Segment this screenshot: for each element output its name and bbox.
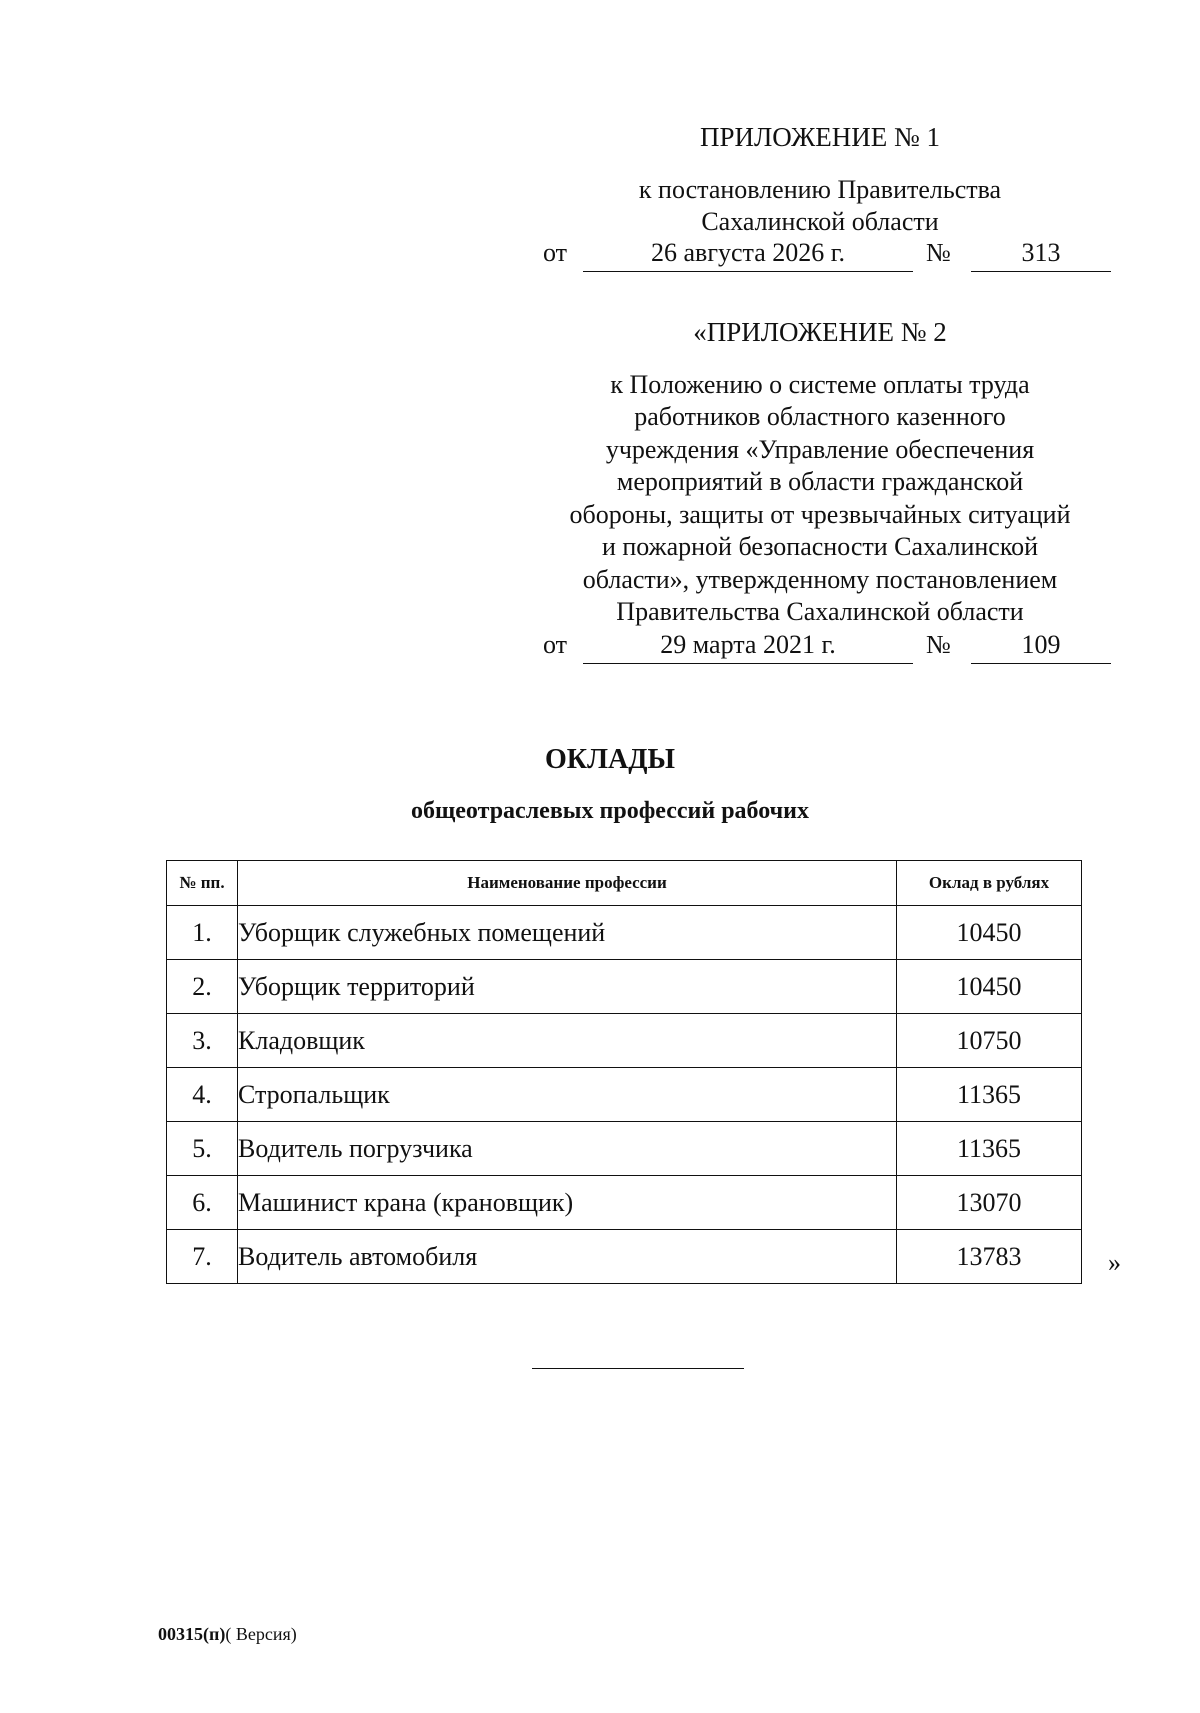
appendix1-date-underline [583,271,913,272]
appendix2-title: «ПРИЛОЖЕНИЕ № 2 [693,317,947,347]
row-profession: Машинист крана (крановщик) [238,1176,897,1230]
salary-table [166,860,1082,1284]
appendix2-number: 109 [1021,630,1061,659]
table-row [167,1068,1082,1122]
footer-document-code [158,1624,297,1645]
row-salary: 11365 [897,1122,1082,1176]
appendix1-line1: к постановлению Правительства [638,175,1002,204]
appendix1-title: ПРИЛОЖЕНИЕ № 1 [699,122,941,152]
appendix2-line: обороны, защиты от чрезвычайных ситуаций [569,499,1071,529]
footer-version: ( Версия) [225,1624,297,1644]
row-number: 2. [167,960,238,1014]
appendix2-number-underline [971,663,1111,664]
appendix1-line2: Сахалинской области [701,207,939,236]
row-number: 1. [167,906,238,960]
row-salary: 10450 [897,960,1082,1014]
row-salary: 13783 [897,1230,1082,1284]
table-row [167,1176,1082,1230]
table-header-row [167,861,1082,906]
row-profession: Уборщик служебных помещений [238,906,897,960]
appendix2-date: 29 марта 2021 г. [660,630,836,659]
row-salary: 10750 [897,1014,1082,1068]
appendix1-date-row [543,238,1113,272]
row-number: 4. [167,1068,238,1122]
table-row [167,1122,1082,1176]
row-number: 6. [167,1176,238,1230]
table-row [167,1014,1082,1068]
header-salary: Оклад в рублях [897,861,1082,906]
row-salary: 11365 [897,1068,1082,1122]
row-salary: 13070 [897,1176,1082,1230]
appendix2-block [540,316,1100,629]
appendix2-line: мероприятий в области гражданской [616,467,1024,496]
table-row [167,1230,1082,1284]
row-profession: Кладовщик [238,1014,897,1068]
appendix1-from-label: от [543,238,568,267]
appendix2-from-label: от [543,630,568,659]
row-number: 3. [167,1014,238,1068]
appendix1-date: 26 августа 2026 г. [651,238,845,267]
row-profession: Уборщик территорий [238,960,897,1014]
header-profession: Наименование профессии [238,861,897,906]
document-title: ОКЛАДЫ [545,744,675,775]
appendix1-number: 313 [1021,238,1061,267]
header-number: № пп. [167,861,238,906]
appendix2-line: и пожарной безопасности Сахалинской [601,532,1039,561]
closing-quote: » [1108,1248,1121,1277]
row-profession: Стропальщик [238,1068,897,1122]
row-profession: Водитель автомобиля [238,1230,897,1284]
table-row [167,960,1082,1014]
row-profession: Водитель погрузчика [238,1122,897,1176]
appendix2-number-label: № [926,630,951,659]
document-subtitle: общеотраслевых профессий рабочих [411,798,809,824]
row-salary: 10450 [897,906,1082,960]
appendix2-line: области», утвержденному постановлением [582,564,1058,594]
appendix2-date-row [543,630,1113,664]
row-number: 5. [167,1122,238,1176]
appendix2-date-underline [583,663,913,664]
appendix2-line: Правительства Сахалинской области [616,597,1024,626]
table-row [167,906,1082,960]
footer-code: 00315(п) [158,1624,226,1644]
appendix1-number-label: № [926,238,951,267]
row-number: 7. [167,1230,238,1284]
separator-line [532,1368,744,1369]
appendix2-line: к Положению о системе оплаты труда [610,369,1030,399]
appendix2-line: учреждения «Управление обеспечения [605,434,1035,464]
appendix2-line: работников областного казенного [634,402,1006,431]
appendix1-number-underline [971,271,1111,272]
